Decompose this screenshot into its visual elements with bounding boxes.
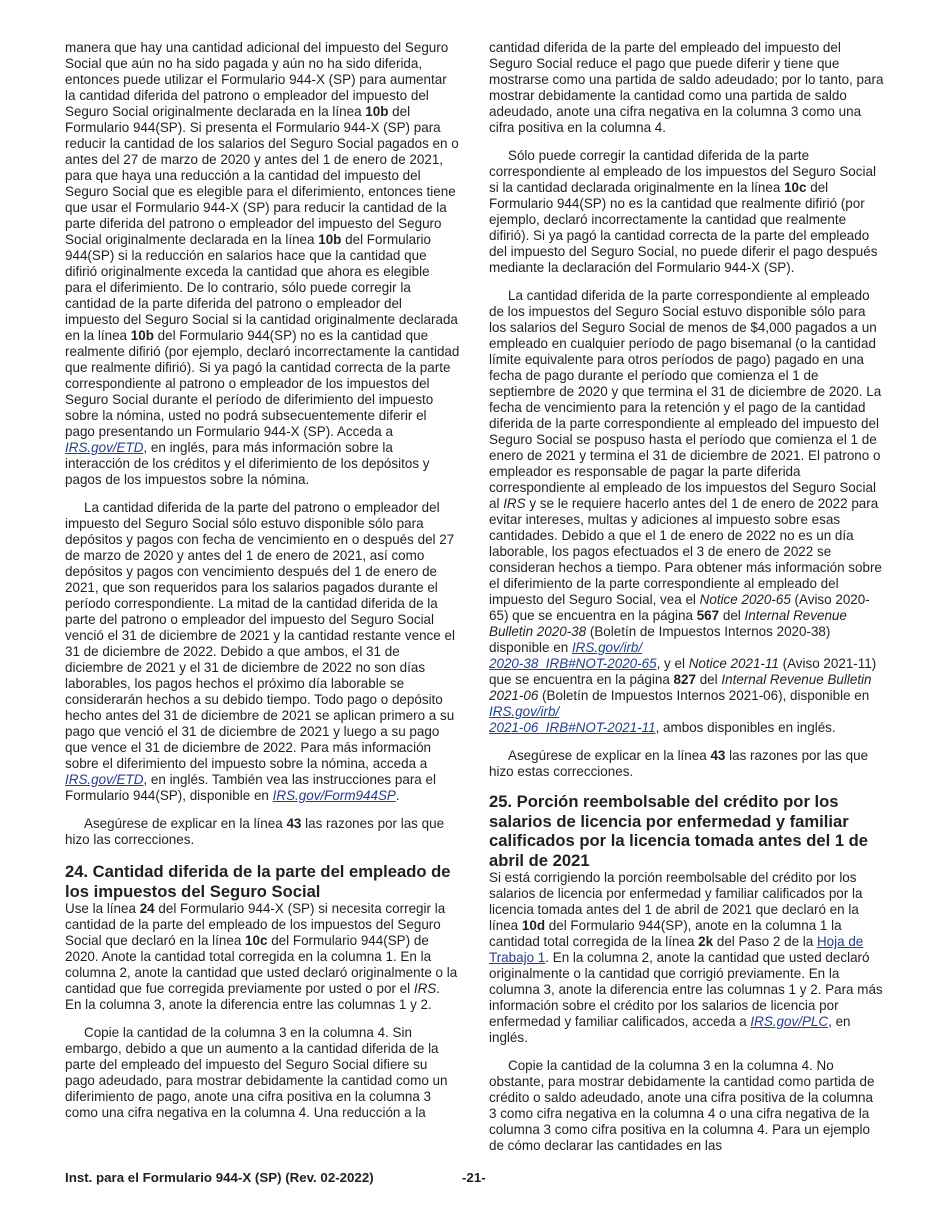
paragraph: Asegúrese de explicar en la línea 43 las razones por las que hizo las correcciones. [65,816,445,847]
link-irs-etd[interactable]: IRS.gov/ETD [65,772,144,787]
paragraph: Use la línea 24 del Formulario 944-X (SP) si necesita corregir la cantidad de la parte del empleado de los impuestos del Seguro Social que declaró en la línea 10c del Formulario 944(SP) de 2020. Anote la cantidad total corregida en la columna 1. En la columna 2, anote la cantidad que usted declaró originalmente o la cantidad que fue corregida previamente por usted o por el IRS. En la columna 3, anote la diferencia entre las columnas 1 y 2. [65,901,458,1012]
link-irs-plc[interactable]: IRS.gov/PLC [750,1014,829,1029]
section-heading-25: 25. Porción reembolsable del crédito por los salarios de licencia por enfermedad y familiar calificados por la licencia tomada antes del 1 de abril de 2021 [489,792,869,870]
paragraph: Asegúrese de explicar en la línea 43 las razones por las que hizo estas correcciones. [489,748,869,779]
right-column [489,40,884,1154]
left-column [65,40,460,1121]
link-irs-form944sp[interactable]: IRS.gov/Form944SP [272,788,396,803]
section-heading-24: 24. Cantidad diferida de la parte del empleado de los impuestos del Seguro Social [65,862,451,901]
link-irb-2021-06[interactable]: IRS.gov/irb/ 2021-06_IRB#NOT-2021-11 [489,704,656,735]
link-irs-etd[interactable]: IRS.gov/ETD [65,440,144,455]
paragraph: Si está corrigiendo la porción reembolsable del crédito por los salarios de licencia por enfermedad y familiar calificados por la licencia tomada antes del 1 de abril de 2021 que declaró en la línea 10d del Formulario 944(SP), anote en la columna 1 la cantidad total corregida de la línea 2k del Paso 2 de la Hoja de Trabajo 1. En la columna 2, anote la cantidad que usted declaró originalmente o la cantidad que corrigió previamente. En la columna 3, anote la diferencia entre las columnas 1 y 2. Para más información sobre el crédito por los salarios de licencia por enfermedad y familiar calificados, acceda a IRS.gov/PLC, en inglés. [489,870,883,1045]
footer-form-title: Inst. para el Formulario 944-X (SP) (Rev. 02-2022) [65,1170,374,1185]
page-number: -21- [462,1170,486,1185]
paragraph: Copie la cantidad de la columna 3 en la columna 4. Sin embargo, debido a que un aumento a la cantidad diferida de la parte del empleado del impuesto del Seguro Social difiere su pago adeudado, para mostrar debidamente la cantidad como un diferimiento de pago, anote una cifra positiva en la columna 3 como una cifra negativa en la columna 4. Una reducción a la [65,1025,448,1120]
paragraph: La cantidad diferida de la parte del patrono o empleador del impuesto del Seguro Social sólo estuvo disponible sólo para depósitos y pagos con fecha de vencimiento en o después del 27 de marzo de 2020 y antes del 1 de enero de 2021, así como depósitos y pagos con vencimiento después del 1 de enero de 2021, que son requeridos para los salarios pagados durante el período correspondiente. La mitad de la cantidad diferida de la parte del patrono o empleador del impuesto del Seguro Social venció el 31 de diciembre de 2021 y la cantidad restante vence el 31 de diciembre de 2022. Debido a que ambos, el 31 de diciembre de 2021 y el 31 de diciembre de 2022 no son días laborables, los pagos hechos el próximo día laborable se considerarán hechos a su debido tiempo. Todo pago o depósito hecho antes del 31 de diciembre de 2021 se aplican primero a su pago que venció el 31 de diciembre de 2021 y luego a su pago que vence el 31 de diciembre de 2022. Para más información sobre el diferimiento del impuesto sobre la nómina, acceda a IRS.gov/ETD, en inglés. También vea las instrucciones para el Formulario 944(SP), disponible en IRS.gov/Form944SP. [65,500,455,803]
paragraph: cantidad diferida de la parte del empleado del impuesto del Seguro Social reduce el pago que puede diferir y tiene que mostrarse como una partida de saldo adeudado; por lo tanto, para mostrar debidamente la cantidad como una partida de saldo adeudado, anote una cifra negativa en la columna 3 como una cifra positiva en la columna 4. [489,40,884,135]
paragraph: manera que hay una cantidad adicional del impuesto del Seguro Social que aún no ha sido pagada y aún no ha sido diferida, entonces puede utilizar el Formulario 944-X (SP) para aumentar la cantidad diferida del patrono o empleador del impuesto del Seguro Social originalmente declarada en la línea 10b del Formulario 944(SP). Si presenta el Formulario 944-X (SP) para reducir la cantidad de los salarios del Seguro Social pagados en o antes del 27 de marzo de 2020 y antes del 1 de enero de 2021, para que haya una reducción a la cantidad del impuesto del Seguro Social que es elegible para el diferimiento, entonces tiene que usar el Formulario 944-X (SP) para reducir la cantidad de la parte diferida del patrono o empleador del impuesto del Seguro Social originalmente declarada en la línea 10b del Formulario 944(SP) si la reducción en salarios hace que la cantidad que difirió originalmente exceda la cantidad que ahora es elegible para el diferimiento. De lo contrario, sólo puede corregir la cantidad de la parte diferida del patrono o empleador del impuesto del Seguro Social si la cantidad originalmente declarada en la línea 10b del Formulario 944(SP) no es la cantidad que realmente difirió (por ejemplo, declaró incorrectamente la cantidad que realmente difirió). Si ya pagó la cantidad correcta de la parte correspondiente al patrono o empleador de los impuestos del Seguro Social durante el período de diferimiento del impuesto sobre la nómina, usted no podrá subsecuentemente diferir el pago presentando un Formulario 944-X (SP). Acceda a IRS.gov/ETD, en inglés, para más información sobre la interacción de los créditos y el diferimiento de los depósitos y pagos de los impuestos sobre la nómina. [65,40,460,487]
link-hoja-de-trabajo-1[interactable]: Hoja de Trabajo 1 [489,934,864,965]
paragraph: La cantidad diferida de la parte correspondiente al empleado de los impuestos del Seguro Social estuvo disponible sólo para los salarios del Seguro Social de menos de $4,000 pagados a un empleado en cualquier período de pago bisemanal (o la cantidad límite equivalente para otros períodos de pago) pagado en una fecha de pago durante el período que comienza el 1 de septiembre de 2020 y que termina el 31 de diciembre de 2020. La fecha de vencimiento para la retención y el pago de la cantidad diferida de la parte correspondiente al empleado del impuesto del Seguro Social se pospuso hasta el período que comienza el 1 de enero de 2021 y termina el 31 de diciembre de 2021. El patrono o empleador es responsable de pagar la parte diferida correspondiente al empleado de los impuestos del Seguro Social al IRS y se le requiere hacerlo antes del 1 de enero de 2022 para evitar intereses, multas y adiciones al impuesto sobre esas cantidades. Debido a que el 1 de enero de 2022 no es un día laborable, los pagos efectuados el 3 de enero de 2022 se consideran hechos a tiempo. Para obtener más información sobre el diferimiento de la parte correspondiente al empleado del impuesto del Seguro Social, vea el Notice 2020-65 (Aviso 2020-65) que se encuentra en la página 567 del Internal Revenue Bulletin 2020-38 (Boletín de Impuestos Internos 2020-38) disponible en IRS.gov/irb/ 2020-38_IRB#NOT-2020-65, y el Notice 2021-11 (Aviso 2021-11) que se encuentra en la página 827 del Internal Revenue Bulletin 2021-06 (Boletín de Impuestos Internos 2021-06), disponible en IRS.gov/irb/ 2021-06_IRB#NOT-2021-11, ambos disponibles en inglés. [489,288,882,735]
paragraph: Copie la cantidad de la columna 3 en la columna 4. No obstante, para mostrar debidamente la cantidad como partida de crédito o saldo adeudado, anote una cifra positiva de la columna 3 como cifra negativa en la columna 4 o una cifra negativa de la columna 3 como cifra positiva en la columna 4. Para un ejemplo de cómo declarar las cantidades en las [489,1058,875,1153]
link-irb-2020-38[interactable]: IRS.gov/irb/ 2020-38_IRB#NOT-2020-65 [489,640,657,671]
paragraph: Sólo puede corregir la cantidad diferida de la parte correspondiente al empleado de los impuestos del Seguro Social si la cantidad declarada originalmente en la línea 10c del Formulario 944(SP) no es la cantidad que realmente difirió (por ejemplo, declaró incorrectamente la cantidad que realmente difirió). Si ya pagó la cantidad correcta de la parte del empleado del impuesto del Seguro Social, no puede diferir el pago después mediante la declaración del Formulario 944-X (SP). [489,148,878,275]
